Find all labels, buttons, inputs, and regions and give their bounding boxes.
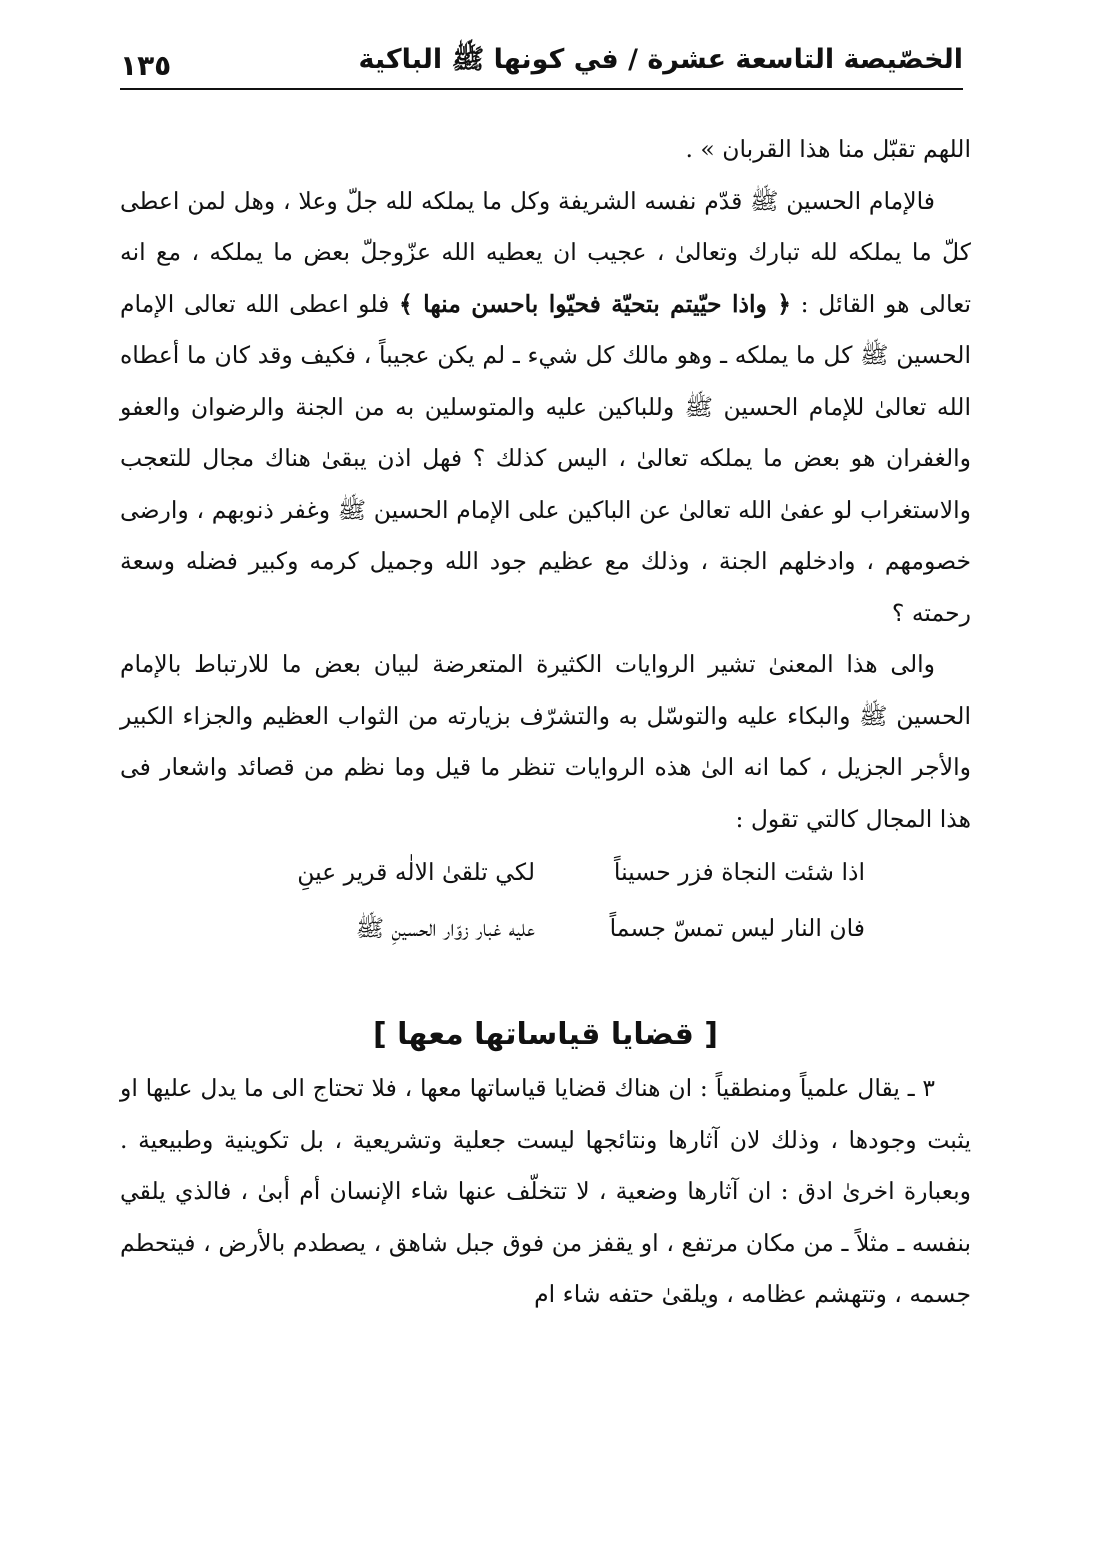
verse-first-hemistich: اذا شئت النجاة فزر حسيناً (613, 858, 865, 887)
poem (120, 845, 971, 957)
paragraph-narrations: والى هذا المعنىٰ تشير الروايات الكثيرة المتعرضة لبيان بعض ما للارتباط بالإمام الحسين ﷺ والبكاء عليه والتوسّل به والتشرّف بزيارته من الثواب العظيم والجزاء الكبير والأجر الجزيل ، كما انه الىٰ هذه الروايات تنظر ما قيل وما نظم من قصائد واشعار فى هذا المجال كالتي تقول : (120, 650, 971, 833)
quran-verse: ﴿ واذا حيّيتم بتحيّة فحيّوا باحسن منها ﴾ (399, 289, 791, 318)
page-header (120, 36, 963, 90)
verse-second-hemistich: لكي تلقىٰ الالٰه قرير عينِ (297, 858, 535, 887)
paragraph-continuation: اللهم تقبّل منا هذا القربان » . (685, 135, 971, 163)
section-title: [ قضايا قياساتها معها ] (372, 1017, 719, 1052)
page-number: ١٣٥ (120, 49, 172, 82)
page-body (120, 124, 971, 1321)
verse-first-hemistich: فان النار ليس تمسّ جسماً (609, 914, 865, 943)
verse-second-hemistich: عليه غبار زوّار الحسينِ ﷺ (355, 914, 535, 943)
paragraph-text: فلو اعطى الله تعالى الإمام الحسين ﷺ كل ما يملكه ـ وهو مالك كل شيء ـ لم يكن عجيباً ، فكيف وقد كان ما أعطاه الله تعالىٰ للإمام الحسين ﷺ وللباكين عليه والمتوسلين به من الجنة والرضوان والعفو والغفران هو بعض ما يملكه تعالىٰ ، اليس كذلك ؟ فهل اذن يبقىٰ هناك مجال للتعجب والاستغراب لو عفىٰ الله تعالىٰ عن الباكين على الإمام الحسين ﷺ وغفر ذنوبهم ، وارضى خصومهم ، وادخلهم الجنة ، وذلك مع عظيم جود الله وجميل كرمه وكبير فضله وسعة رحمته ؟ (120, 289, 971, 627)
poem-verse (120, 845, 865, 901)
paragraph-imam-husayn (120, 176, 971, 640)
running-title: الخصّيصة التاسعة عشرة / في كونها ﷺ الباكية (358, 44, 963, 75)
paragraph-section: ٣ ـ يقال علمياً ومنطقياً : ان هناك قضايا قياساتها معها ، فلا تحتاج الى ما يدل عليها او يثبت وجودها ، وذلك لان آثارها ونتائجها ليست جعلية وتشريعية ، بل تكوينية وطبيعية . وبعبارة اخرىٰ ادق : ان آثارها وضعية ، لا تتخلّف عنها شاء الإنسان أم أبىٰ ، فالذي يلقي بنفسه ـ مثلاً ـ من مكان مرتفع ، او يقفز من فوق جبل شاهق ، يصطدم بالأرض ، فيتحطم جسمه ، وتتهشم عظامه ، ويلقىٰ حتفه شاء ام (120, 1074, 971, 1308)
poem-verse (120, 901, 865, 957)
paragraph-text: فالإمام الحسين ﷺ قدّم نفسه الشريفة وكل ما يملكه لله جلّ وعلا ، وهل لمن اعطى كلّ ما يملكه لله تبارك وتعالىٰ ، عجيب ان يعطيه الله عزّوجلّ بعض ما يملكه ، مع انه تعالى هو القائل : (120, 186, 971, 318)
